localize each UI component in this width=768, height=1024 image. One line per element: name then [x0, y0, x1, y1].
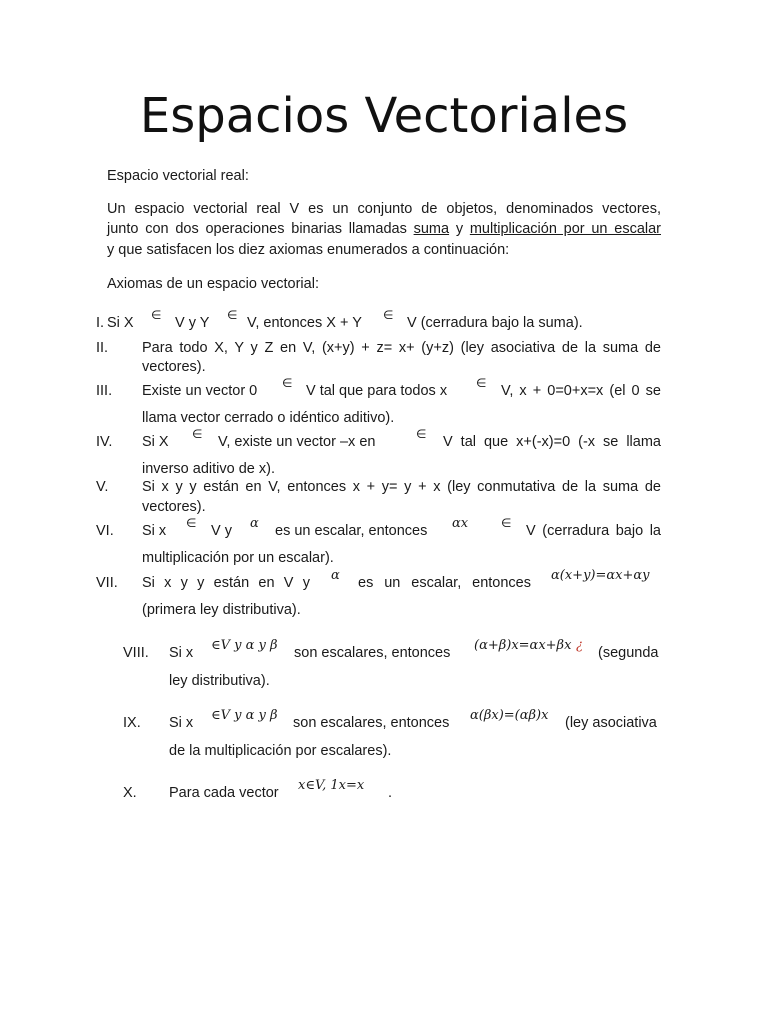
element-of-symbol: ∈: [282, 376, 293, 390]
axiom-number: IX.: [123, 715, 141, 731]
axiom-text: es un escalar, entonces: [358, 575, 531, 591]
definition-text: y: [449, 221, 470, 237]
element-of-symbol: ∈: [151, 308, 162, 322]
axiom-text: V (cerradura bajo la suma).: [407, 315, 583, 331]
axiom-text: Si x: [142, 523, 167, 539]
definition-line-1: Un espacio vectorial real V es un conjunto de objetos, denominados vectores,: [107, 201, 661, 217]
element-of-symbol: ∈: [186, 516, 197, 530]
page-title: Espacios Vectoriales: [139, 88, 629, 144]
distributive-formula: α(x+y)=αx+αy: [551, 568, 650, 583]
axiom-number: II.: [96, 340, 109, 356]
axioms-heading: Axiomas de un espacio vectorial:: [107, 276, 319, 292]
alpha-symbol: α: [331, 568, 340, 583]
axiom-text: .: [388, 785, 393, 801]
definition-line-2: [107, 221, 661, 237]
axiom-text: V (cerradura bajo la: [526, 523, 661, 539]
axiom-text: vectores).: [142, 499, 206, 515]
axiom-text: Si x: [169, 645, 194, 661]
axiom-text: Existe un vector 0: [142, 383, 258, 399]
axiom-text: V, x + 0=0+x=x (el 0 se: [501, 383, 661, 399]
axiom-text: V tal que para todos x: [306, 383, 448, 399]
scalar-condition-formula: ∈V y α y β: [211, 638, 278, 653]
distributive-formula: (α+β)x=αx+βx: [474, 638, 572, 653]
element-of-symbol: ∈: [227, 308, 238, 322]
axiom-number: V.: [96, 479, 109, 495]
element-of-symbol: ∈: [501, 516, 512, 530]
axiom-text: multiplicación por un escalar).: [142, 550, 334, 566]
associative-formula: α(βx)=(αβ)x: [470, 708, 549, 723]
alpha-x-formula: αx: [452, 516, 469, 531]
axiom-text: de la multiplicación por escalares).: [169, 743, 392, 759]
axiom-text: Si X: [142, 434, 169, 450]
axiom-text: (segunda: [598, 645, 659, 661]
multiplication-link-text: multiplicación por un escalar: [469, 221, 661, 237]
axiom-number: I.: [96, 315, 105, 331]
identity-formula: x∈V, 1x=x: [298, 778, 365, 793]
axiom-text: son escalares, entonces: [293, 715, 450, 731]
axiom-text: Si x y y están en V, entonces x + y= y + x (ley conmutativa de la suma de: [142, 479, 661, 495]
element-of-symbol: ∈: [192, 427, 203, 441]
element-of-symbol: ∈: [383, 308, 394, 322]
definition-line-3: y que satisfacen los diez axiomas enumerados a continuación:: [107, 242, 510, 258]
axiom-number: VII.: [96, 575, 118, 591]
axiom-text: V tal que x+(-x)=0 (-x se llama: [443, 434, 661, 450]
axiom-text: Para cada vector: [169, 785, 279, 801]
intro-heading: Espacio vectorial real:: [107, 168, 249, 184]
axiom-number: VIII.: [123, 645, 149, 661]
scalar-condition-formula: ∈V y α y β: [211, 708, 278, 723]
axiom-number: VI.: [96, 523, 114, 539]
axiom-text: es un escalar, entonces: [275, 523, 428, 539]
axiom-number: III.: [96, 383, 113, 399]
axiom-number: X.: [123, 785, 137, 801]
error-mark: ¿: [576, 638, 583, 653]
axiom-text: Si x: [169, 715, 194, 731]
axiom-text: V y: [211, 523, 232, 539]
axiom-text: V, existe un vector –x en: [218, 434, 376, 450]
definition-text: junto con dos operaciones binarias llamadas: [107, 221, 414, 237]
axiom-text: V, entonces X + Y: [247, 315, 362, 331]
suma-link-text: suma: [413, 221, 450, 237]
axiom-text: Para todo X, Y y Z en V, (x+y) + z= x+ (y+z) (ley asociativa de la suma de: [142, 340, 661, 356]
axiom-text: vectores).: [142, 359, 206, 375]
axiom-number: IV.: [96, 434, 113, 450]
element-of-symbol: ∈: [476, 376, 487, 390]
axiom-text: ley distributiva).: [169, 673, 270, 689]
axiom-text: Si x y y están en V y: [142, 575, 310, 591]
axiom-text: inverso aditivo de x).: [142, 461, 275, 477]
axiom-text: V y Y: [175, 315, 210, 331]
axiom-text: llama vector cerrado o idéntico aditivo).: [142, 410, 395, 426]
axiom-text: son escalares, entonces: [294, 645, 451, 661]
axiom-text: Si X: [107, 315, 134, 331]
axiom-text: (primera ley distributiva).: [142, 602, 301, 618]
alpha-symbol: α: [250, 516, 259, 531]
element-of-symbol: ∈: [416, 427, 427, 441]
axiom-text: (ley asociativa: [565, 715, 657, 731]
